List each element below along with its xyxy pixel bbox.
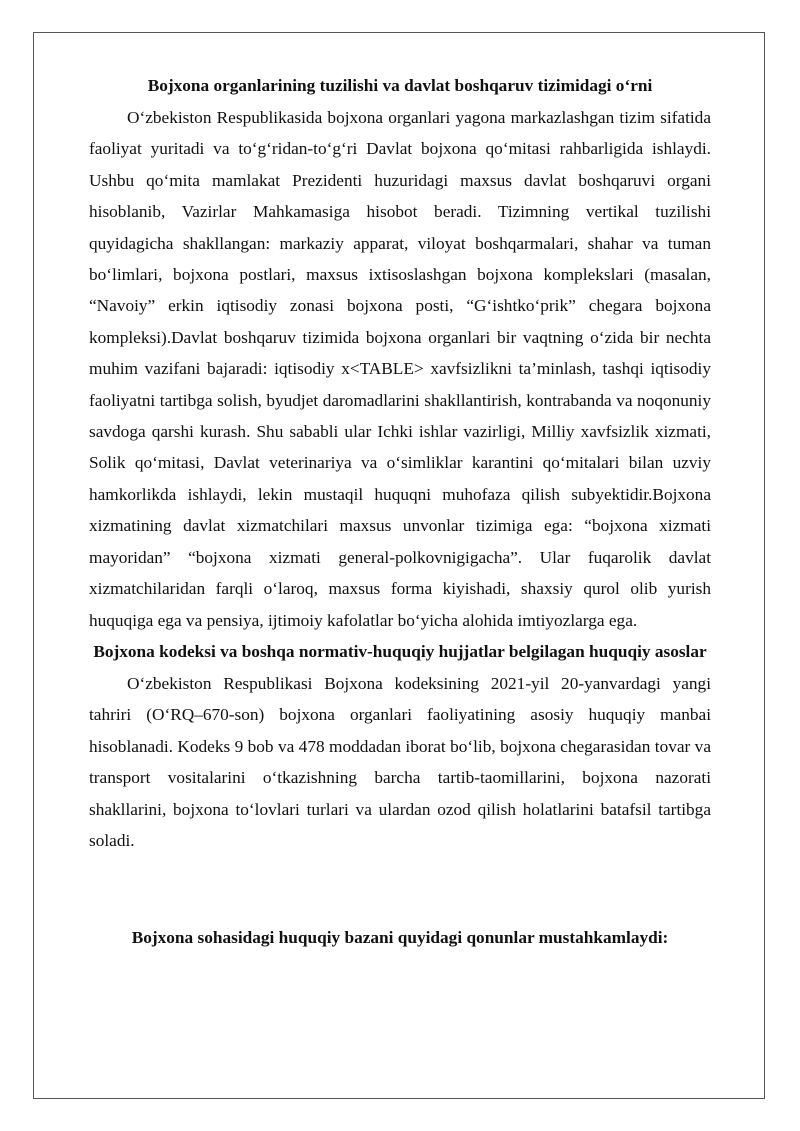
- document-body: [89, 70, 711, 954]
- section-heading-structure: Bojxona organlarining tuzilishi va davlat boshqaruv tizimidagi o‘rni: [147, 76, 653, 95]
- section-heading-laws: Bojxona sohasidagi huquqiy bazani quyidagi qonunlar mustahkamlaydi:: [131, 928, 669, 948]
- paragraph-customs-code: O‘zbekiston Respublikasi Bojxona kodeksining 2021-yil 20-yanvardagi yangi tahriri (O‘RQ–670-son) bojxona organlari faoliyatining asosiy huquqiy manbai hisoblanadi. Kodeks 9 bob va 478 moddadan iborat bo‘lib, bojxona chegarasidan tovar va transport vositalarini o‘tkazishning barcha tartib-taomillarini, bojxona nazorati shakllarini, bojxona to‘lovlari turlari va ulardan ozod qilish holatlarini batafsil tartibga soladi.: [89, 673, 711, 850]
- paragraph-structure: O‘zbekiston Respublikasida bojxona organlari yagona markazlashgan tizim sifatida faoliyat yuritadi va to‘g‘ridan-to‘g‘ri Davlat bojxona qo‘mitasi rahbarligida ishlaydi. Ushbu qo‘mita mamlakat Prezidenti huzuridagi maxsus davlat boshqaruvi organi hisoblanib, Vazirlar Mahkamasiga hisobot beradi. Tizimning vertikal tuzilishi quyidagicha shakllangan: markaziy apparat, viloyat boshqarmalari, shahar va tuman bo‘limlari, bojxona postlari, maxsus ixtisoslashgan bojxona komplekslari (masalan, “Navoiy” erkin iqtisodiy zonasi bojxona posti, “G‘ishtko‘prik” chegara bojxona kompleksi).Davlat boshqaruv tizimida bojxona organlari bir vaqtning o‘zida bir nechta muhim vazifani bajaradi: iqtisodiy x<TABLE> xavfsizlikni ta’minlash, tashqi iqtisodiy faoliyatni tartibga solish, byudjet daromadlarini shakllantirish, kontrabanda va noqonuniy savdoga qarshi kurash. Shu sababli ular Ichki ishlar vazirligi, Milliy xavfsizlik xizmati, Solik qo‘mitasi, Davlat veterinariya va o‘simliklar karantini qo‘mitalari bilan uzviy hamkorlikda ishlaydi, lekin mustaqil huquqni muhofaza qilish subyektidir.Bojxona xizmatining davlat xizmatchilari maxsus unvonlar tizimiga ega: “bojxona xizmati mayoridan” “bojxona xizmati general-polkovnigigacha”. Ular fuqarolik davlat xizmatchilaridan farqli o‘laroq, maxsus forma kiyishadi, shaxsiy qurol olib yurish huquqiga ega va pensiya, ijtimoiy kafolatlar bo‘yicha alohida imtiyozlarga ega.: [89, 108, 711, 630]
- section-heading-legal-basis: Bojxona kodeksi va boshqa normativ-huquqiy hujjatlar belgilagan huquqiy asoslar: [93, 641, 707, 661]
